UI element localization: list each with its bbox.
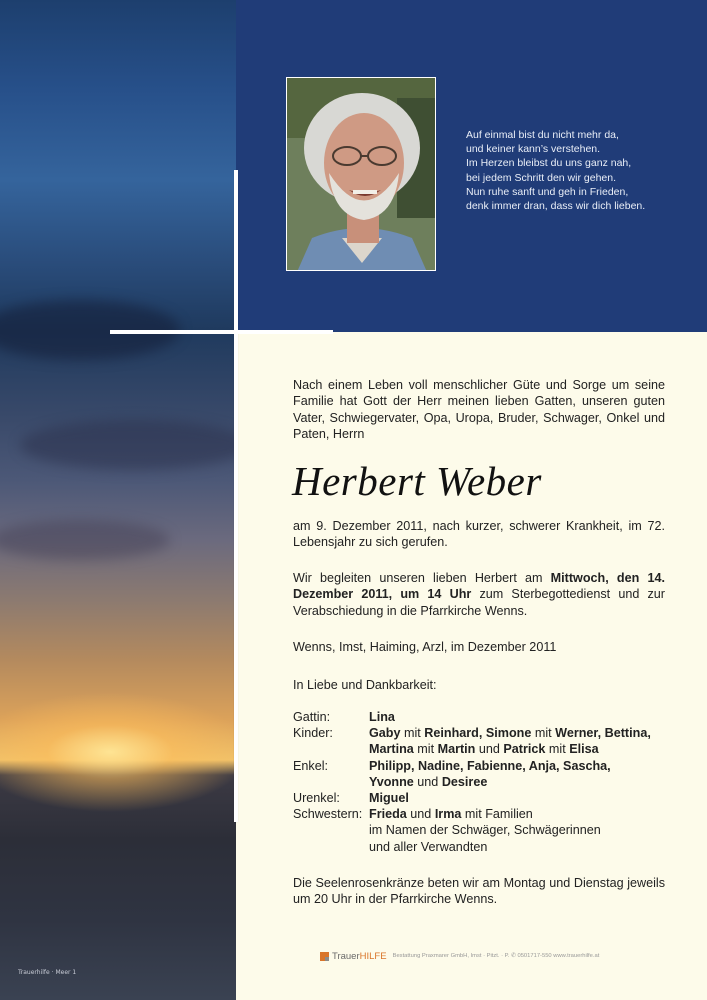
funeral-text: Wir begleiten unseren lieben Herbert am — [293, 571, 551, 585]
place-date: Wenns, Imst, Haiming, Arzl, im Dezember 2011 — [293, 640, 557, 654]
family-value — [369, 725, 683, 757]
family-row — [293, 806, 683, 855]
photo-credit: Trauerhilfe · Meer 1 — [18, 969, 77, 976]
family-connector: mit — [413, 742, 438, 757]
logo-text: Trauer — [332, 950, 360, 962]
poem-line: bei jedem Schritt den wir gehen. — [466, 171, 616, 184]
family-connector: und — [413, 774, 442, 789]
family-list — [293, 709, 683, 855]
family-label: Urenkel: — [293, 791, 340, 806]
family-name: Philipp, Nadine, Fabienne, Anja, Sascha, — [369, 758, 611, 773]
sunset-photo — [0, 0, 236, 1000]
family-connector: mit — [545, 742, 570, 757]
family-row — [293, 790, 683, 806]
family-value — [369, 806, 683, 855]
family-name: Gaby — [369, 726, 401, 741]
family-note: und aller Verwandten — [369, 839, 488, 854]
family-label: Enkel: — [293, 758, 329, 773]
family-name: Lina — [369, 710, 395, 724]
family-label: Kinder: — [293, 726, 333, 741]
portrait-illustration — [287, 78, 436, 271]
family-name: Werner, Bettina, — [555, 726, 651, 741]
footer-contact: Bestattung Praxmarer GmbH, Imst · Pitzt. · P. ✆ 0501717-550 www.trauerhilfe.at — [392, 953, 600, 959]
family-note: im Namen der Schwäger, Schwägerinnen — [369, 823, 601, 838]
cross-vertical-bar — [234, 170, 238, 822]
poem-line: Im Herzen bleibst du uns ganz nah, — [466, 157, 632, 170]
poem-line: Nun ruhe sanft und geh in Frieden, — [466, 185, 629, 198]
family-name: Desiree — [441, 774, 488, 789]
trauerhilfe-logo-icon — [320, 952, 329, 961]
family-name: Martina — [369, 742, 414, 757]
memorial-poem — [466, 128, 696, 213]
logo-text-accent: HILFE — [359, 950, 387, 962]
family-row — [293, 725, 683, 757]
cross-horizontal-bar — [110, 330, 333, 334]
family-name: Martin — [437, 742, 476, 757]
family-name: Miguel — [369, 791, 409, 806]
cloud-shape — [20, 420, 250, 470]
family-value — [369, 709, 683, 725]
funeral-date: Mittwoch, den 14. Dezember 2011, um 14 Uhr — [293, 571, 665, 602]
family-value — [369, 758, 683, 790]
portrait-photo — [286, 77, 436, 271]
deceased-name: Herbert Weber — [292, 458, 542, 504]
funeral-text: zum Sterbegottedienst und zur Verabschiedung in die Pfarrkirche Wenns. — [293, 587, 665, 618]
family-connector: mit Familien — [461, 807, 533, 822]
cloud-shape — [0, 520, 170, 560]
family-label: Schwestern: — [293, 807, 363, 822]
family-connector: mit — [531, 726, 556, 741]
family-name: Patrick — [503, 742, 546, 757]
poem-line: denk immer dran, dass wir dich lieben. — [466, 200, 646, 213]
poem-line: und keiner kann’s verstehen. — [466, 143, 601, 156]
family-value — [369, 790, 683, 806]
family-name: Elisa — [569, 742, 599, 757]
rosary-paragraph: Die Seelenrosenkränze beten wir am Montag und Dienstag jeweils um 20 Uhr in der Pfarrkirche Wenns. — [293, 876, 665, 907]
family-name: Frieda — [369, 807, 407, 822]
family-name: Reinhard, Simone — [424, 726, 532, 741]
family-label: Gattin: — [293, 710, 331, 724]
family-name: Yvonne — [369, 774, 414, 789]
intro-paragraph: Nach einem Leben voll menschlicher Güte und Sorge um seine Familie hat Gott der Herr meinen lieben Gatten, unseren guten Vater, Schwiegervater, Opa, Uropa, Bruder, Schwager, Onkel und Paten, Herrn — [293, 378, 665, 442]
footer — [320, 949, 599, 963]
funeral-paragraph — [293, 570, 665, 619]
family-name: Irma — [434, 807, 462, 822]
death-paragraph: am 9. Dezember 2011, nach kurzer, schwerer Krankheit, im 72. Lebensjahr zu sich gerufen. — [293, 519, 665, 550]
family-connector: mit — [400, 726, 425, 741]
poem-line: Auf einmal bist du nicht mehr da, — [466, 129, 619, 141]
family-row — [293, 758, 683, 790]
family-connector: und — [406, 807, 435, 822]
family-connector: und — [475, 742, 504, 757]
family-row — [293, 709, 683, 725]
thanks-line: In Liebe und Dankbarkeit: — [293, 678, 437, 692]
